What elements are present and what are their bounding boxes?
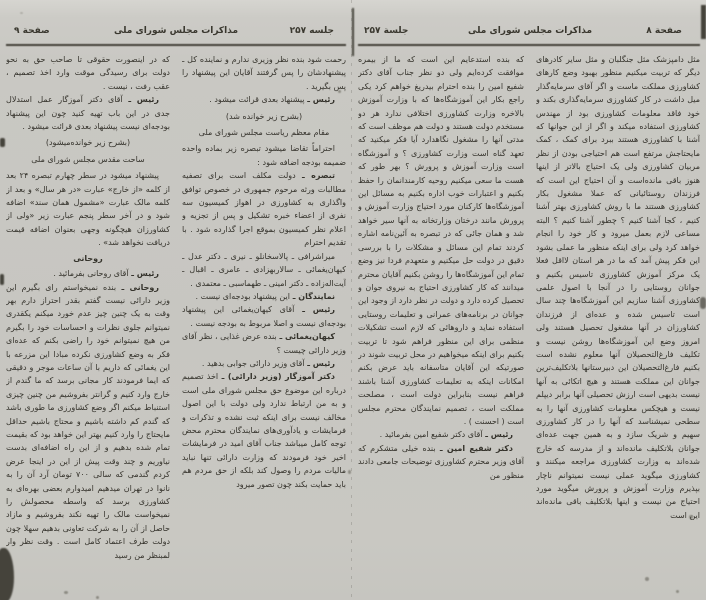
page-title: مذاکرات مجلس شورای ملی xyxy=(113,26,239,36)
text-column-right xyxy=(536,53,700,567)
speech-paragraph: کیهان‌یغمائی ـ بنده عرض غذایی ، نظر آقای وزیر دارائی چیست ؟ xyxy=(182,332,346,355)
session-label: جلسة ۲۵۷ xyxy=(364,26,409,36)
centered-line: (بشرح زیر خوانده‌میشود) xyxy=(45,138,131,148)
page-title: مذاکرات مجلس شورای ملی xyxy=(467,26,593,36)
text-column-left xyxy=(6,53,170,567)
page-number-label: صفحة ۹ xyxy=(14,26,50,36)
speech-paragraph: رئیس ـ پیشنهاد بعدی قرائت میشود . xyxy=(209,95,335,105)
session-label: جلسه ۲۵۷ xyxy=(289,26,334,36)
speech-paragraph: تبصره ـ دولت مکلف است برای تصفیه مطالبات ورثه مرحوم جمهوری در خصوص توافق واگذاری به کشاورزی در اهواز کمیسیون سه نفری از اعضاء خبره تشکیل و پس از تجزیه و اعلام نظر کمیسیون بموقع اجرا گذارده شود . با تقدیم احترام xyxy=(182,171,346,248)
scan-artifact xyxy=(0,138,5,147)
speaker-label: دکتر شفیع امین ـ xyxy=(435,443,513,453)
scan-speck xyxy=(689,515,693,519)
scan-artifact xyxy=(701,5,706,39)
centered-line: مقام معظم ریاست مجلس شورای ملی xyxy=(198,128,330,138)
speech-paragraph: دکتر آموزگار (وزیر دارائی) ـ اخذ تصمیم درباره این موضوع حق مجلس شورای ملی است و به من ارتباط ندارد ولی دولت با این اصول مخالف نیست برای اینکه ثبت نشده و تذکرات و فرمایشات و یادآوری‌های نمایندگان محترم محض توجه کامل میباشد جناب آقای امید در فرمایشات اخیر خود فرمودند که وزارت دارائی تنها نباید مالیات مردم را وصول کند بلکه از حق مردم هم باید حمایت بکند چون تصور میرود xyxy=(182,372,346,489)
speaker-label: کیهان‌یغمائی ـ xyxy=(276,332,336,342)
body-paragraph: پیشنهاد میشود در سطر چهارم تبصره ۲۴ بعد از کلمه «از خارج» عبارت «در هر سال» و بعد از کلمه مالک عبارت «مشمول همان سند» اضافه شود و در آخر سطر پنجم عبارت زیر «ولی از کشاورزان هیچگونه وجهی بعنوان اضافه قیمت دریافت نخواهد شد» . xyxy=(6,171,170,248)
body-paragraph: مثل دامپزشک مثل جنگلبان و مثل سایر کادرهای دیگر که تربیت میکنیم منظور بهبود وضع کارهای کشاورزی مملکت ماست و اگر آقای سرمایه‌گذار میل داشت در کار کشاورزی سرمایه‌گذاری بکند و خود فاقد معلومات کشاورزی بود از مهندس کشاورزی استفاده میکند و اگر از این جوانها که آشنا با کشاورزی هستند ببرد برای کمک ، کمک مایحتاجش مرتفع است هم احتیاجی بودن از نظر مربیان کشاورزی ولی یک احتیاج بالاتر از اینها هنوز باقی مانده‌است و آن احتیاج این است که فرزندان روستائیانی که عملا مشغول بکار کشاورزی هستند ما با روش کشاورزی بهتر آشنا کنیم ، کجا آشنا کنیم ؟ چطور آشنا کنیم ؟ البته مساعی لازم بعمل میرود و کار خود را انجام خواهد کرد ولی برای اینکه منظور ما عملی بشود این فکر پیش آمد که ما در هر استان لااقل فعلا یک مرکز آموزش کشاورزی تاسیس بکنیم و جوانان روستایی را در آنجا با اصول علمی کشاورزی آشنا سازیم این آموزشگاه‌ها چند سال است تاسیس شده و عده‌ای از فرزندان کشاورزان در آنها مشغول تحصیل هستند ولی امروز وضع این آموزشگاه‌ها روشن نیست و تکلیف فارغ‌التحصیلان آنها معلوم نشده است بکنیم فارغ‌التحصیلان این دبیرستانها بلاتکلیف‌ترین جوانان این مملکت هستند و هیچ اتکائی به آنها نیست بدیهی است ارزش تحصیلی آنها برابر دیپلم نیست و هیچکس معلومات کشاورزی آنها را به سطحی نمیشناسد که آنها را در کار کشاورزی سهیم و شریک سازد و به همین جهت عده‌ای جوانان بلاتکلیف مانده‌اند و از مدرسه که خارج شده‌اند به وزارت کشاورزی مراجعه میکنند و کشاورزی میگوید عملی نیست نمیتوانم ناچار بپذیرم وزارت آموزش و پرورش میگوید مورد احتیاج من نیست و اینها بلاتکلیف باقی مانده‌اند این است xyxy=(536,55,700,520)
speaker-label: رئیس ـ xyxy=(128,269,159,279)
speech-paragraph: رئیس ـ آقای وزیر دارائی جوابی بدهید . xyxy=(201,358,335,368)
body-paragraph: میراشرافی ـ پالاسخانلو ـ نیری ـ دکتر عدل ـ کیهان‌یغمائی ـ سالاربهزادی ـ عامری ـ اقبال ـ آیت‌اله‌زاده ـ دکتر امینی ـ طهماسبی ـ معتمدی . xyxy=(182,251,346,288)
speaker-label: دکتر آموزگار (وزیر دارائی) ـ xyxy=(218,372,336,382)
header-rule xyxy=(6,44,346,46)
body-paragraph: رحمت شود بنده نظر وزیری ندارم و نماینده کل ـ پیشنهادشان را پس گرفتند آقایان این پیشنهاد را پس بگیرید . xyxy=(182,55,346,91)
speaker-label: رئیس ـ xyxy=(304,95,335,105)
speaker-label: نمایندگان ـ xyxy=(289,291,335,301)
page-number-label: صفحة ۸ xyxy=(646,26,682,36)
text-column-left xyxy=(358,53,524,567)
scan-speck xyxy=(20,12,23,14)
centered-line: (بشرح زیر خوانده شد) xyxy=(225,111,303,121)
speech-paragraph: رئیس ـ آقای روحانی بفرمائید . xyxy=(53,269,159,279)
speaker-label: رئیس ـ xyxy=(482,430,513,440)
signature-line: روحانی xyxy=(73,253,103,263)
speech-paragraph: نمایندگان ـ این پیشنهاد بودجه‌ای نیست . xyxy=(195,291,335,301)
speaker-label: رئیس ـ xyxy=(294,305,335,315)
page-gutter-seam xyxy=(351,0,352,600)
speech-paragraph: رئیس ـ آقای دکتر شفیع امین بفرمائید . xyxy=(379,430,513,440)
speech-paragraph: رئیس ـ آقای دکتر آموزگار عمل استدلال جدی در این باب تهیه کنید چون این پیشنهاد بودجه‌ای نیست پیشنهاد بعدی قرائت میشود . xyxy=(6,95,170,132)
scan-artifact xyxy=(700,297,706,309)
speaker-label: تبصره ـ xyxy=(295,171,336,181)
scan-speck xyxy=(645,577,649,581)
speech-paragraph: روحانی ـ بنده نمیخواستم رای بگیرم این وزیر دارائی نیست گفتم بقدر احتراز دارم بهر وقت به یک چنین چیز عدم خورد میکنم یکقدری نمیتوانم جلوی نظرات و احساسات خود را بگیرم من هیچ نمیتوانم خود را راضی بکنم که عده‌ای فکر به وضع کشاورزی نکرده مبادا این مزرعه با این یغمائی که داریم با آن ساعات موجر و دقیقی که ایما فرمودند کار مجانی برسد که ما گندم از خارج وارد کنیم و گرانتر بفروشیم من چنین چیزی استنباط میکنم اگر وضع کشاورزی ما طوری باشد که گندم کم داشته باشیم و محتاج باشیم حداقل مایحتاج را وارد کنیم بهتر این خواهد بود که بقیمت تمام شده بدهیم و از این راه اضافه‌ای بدست نیاوریم و چند وقت پیش از این در اینجا عرض کردم گندمی که سالی ۷۰۰ تومان آرد آن را به نانوا در تهران میدهیم امیدوارم بعضی بهره‌ای به کشاورزی برسد که واسطه محصولش را نمیخواست مالک را تهیه نکند بفروشیم و مازاد حاصل از آن را به شرکت تعاونی بدهیم سهلا چون دولت طرف اعتماد کامل است . وقت نظر وار لمبنظر من رسید xyxy=(6,282,170,560)
scan-speck xyxy=(96,596,99,599)
speaker-label: رئیس ـ xyxy=(304,358,335,368)
header-rule xyxy=(358,44,700,46)
page-9 xyxy=(0,0,352,600)
scan-speck xyxy=(676,590,679,593)
speech-paragraph: دکتر شفیع امین ـ بنده خیلی متشکرم که آقای وزیر محترم کشاورزی توضیحات جامعی دادند منظور من xyxy=(358,443,524,480)
scan-speck xyxy=(338,90,341,93)
text-column-right xyxy=(182,53,346,567)
page-8 xyxy=(354,0,706,600)
scan-speck xyxy=(64,591,68,594)
scan-artifact xyxy=(352,8,354,56)
body-paragraph: که بنده استدعایم این است که ما از بیمره موافقت کرده‌ایم ولی دو نظر جناب آقای دکتر شفیع امین را بنده احترام بیدریغ خواهم کرد یکی راجع بکار این آموزشگاه‌ها که با وزارت آموزش بالاخره وزارت کشاورزی اختلافی ندارد هر دو مستخدم دولت هستند و دولت هم موظف است که مدتی آنها را مشغول نگاهدارد آیا فکر میکنید که تعهد گناه است وزارت کشاورزی ؟ و آموزشگاه است وزارت آموزش و پرورش ؟ بهر طور که هست ما سعی میکنیم روحیه کارمندانمان را حفظ بکنیم و اعتبارات خوب اداره بکنیم به مسائل این آموزشگاه‌ها کارکنان مورد احتیاج وزارت آموزش و پرورش مانند درختان وزارتخانه به آنها سیر خواهد شد و همان جائی که در تبصره به آئین‌نامه اشاره کردند تمام این مسائل و مشکلات را با بررسی دقیق در دولت حل میکنیم و متعهدم فردا نیز وضع تمام این آموزشگاه‌ها را روشن بکنیم آقایان محترم میدانند که کار کشاورزی احتیاج به نیروی جوان و تحصیل کرده دارد و دولت در نظر دارد از وجود این جوانان در برنامه‌های عمرانی و تعلیمات روستایی استفاده نماید و داروهائی که لازم است تشکیلات منظمی برای این منظور فراهم شود تا تربیت بکنیم برای اینکه میخواهیم در محل تربیت شوند در صورتیکه این آقایان متاسفانه باید عرض بکنم امکانات اینکه به تعلیمات کشاورزی آشنا باشند فراهم نیست بنابراین دولت است ، مصلحت مملکت است ، تصمیم نمایندگان محترم مجلس است ( احسنت ) . xyxy=(358,55,524,426)
body-paragraph: احتراماً تقاضا میشود تبصره زیر بماده واحده ضمیمه بودجه اضافه شود : xyxy=(182,144,346,167)
centered-line: ساحت مقدس مجلس شورای ملی xyxy=(31,154,145,164)
speech-paragraph: رئیس ـ آقای کیهان‌یغمائی این پیشنهاد بودجه‌ای نیست و اصلا مربوط به بودجه نیست . xyxy=(182,305,346,328)
speaker-label: رئیس ـ xyxy=(122,95,159,105)
scan-artifact xyxy=(0,274,4,285)
scan-speck xyxy=(348,470,351,474)
body-paragraph: که در اینصورت حقوقی تا صاحب حق به نحو دولت برای رسیدگی موقت وارد اخذ تصمیم ، عقب رفت ، نیست . xyxy=(6,55,170,91)
speaker-label: روحانی ـ xyxy=(116,282,159,292)
